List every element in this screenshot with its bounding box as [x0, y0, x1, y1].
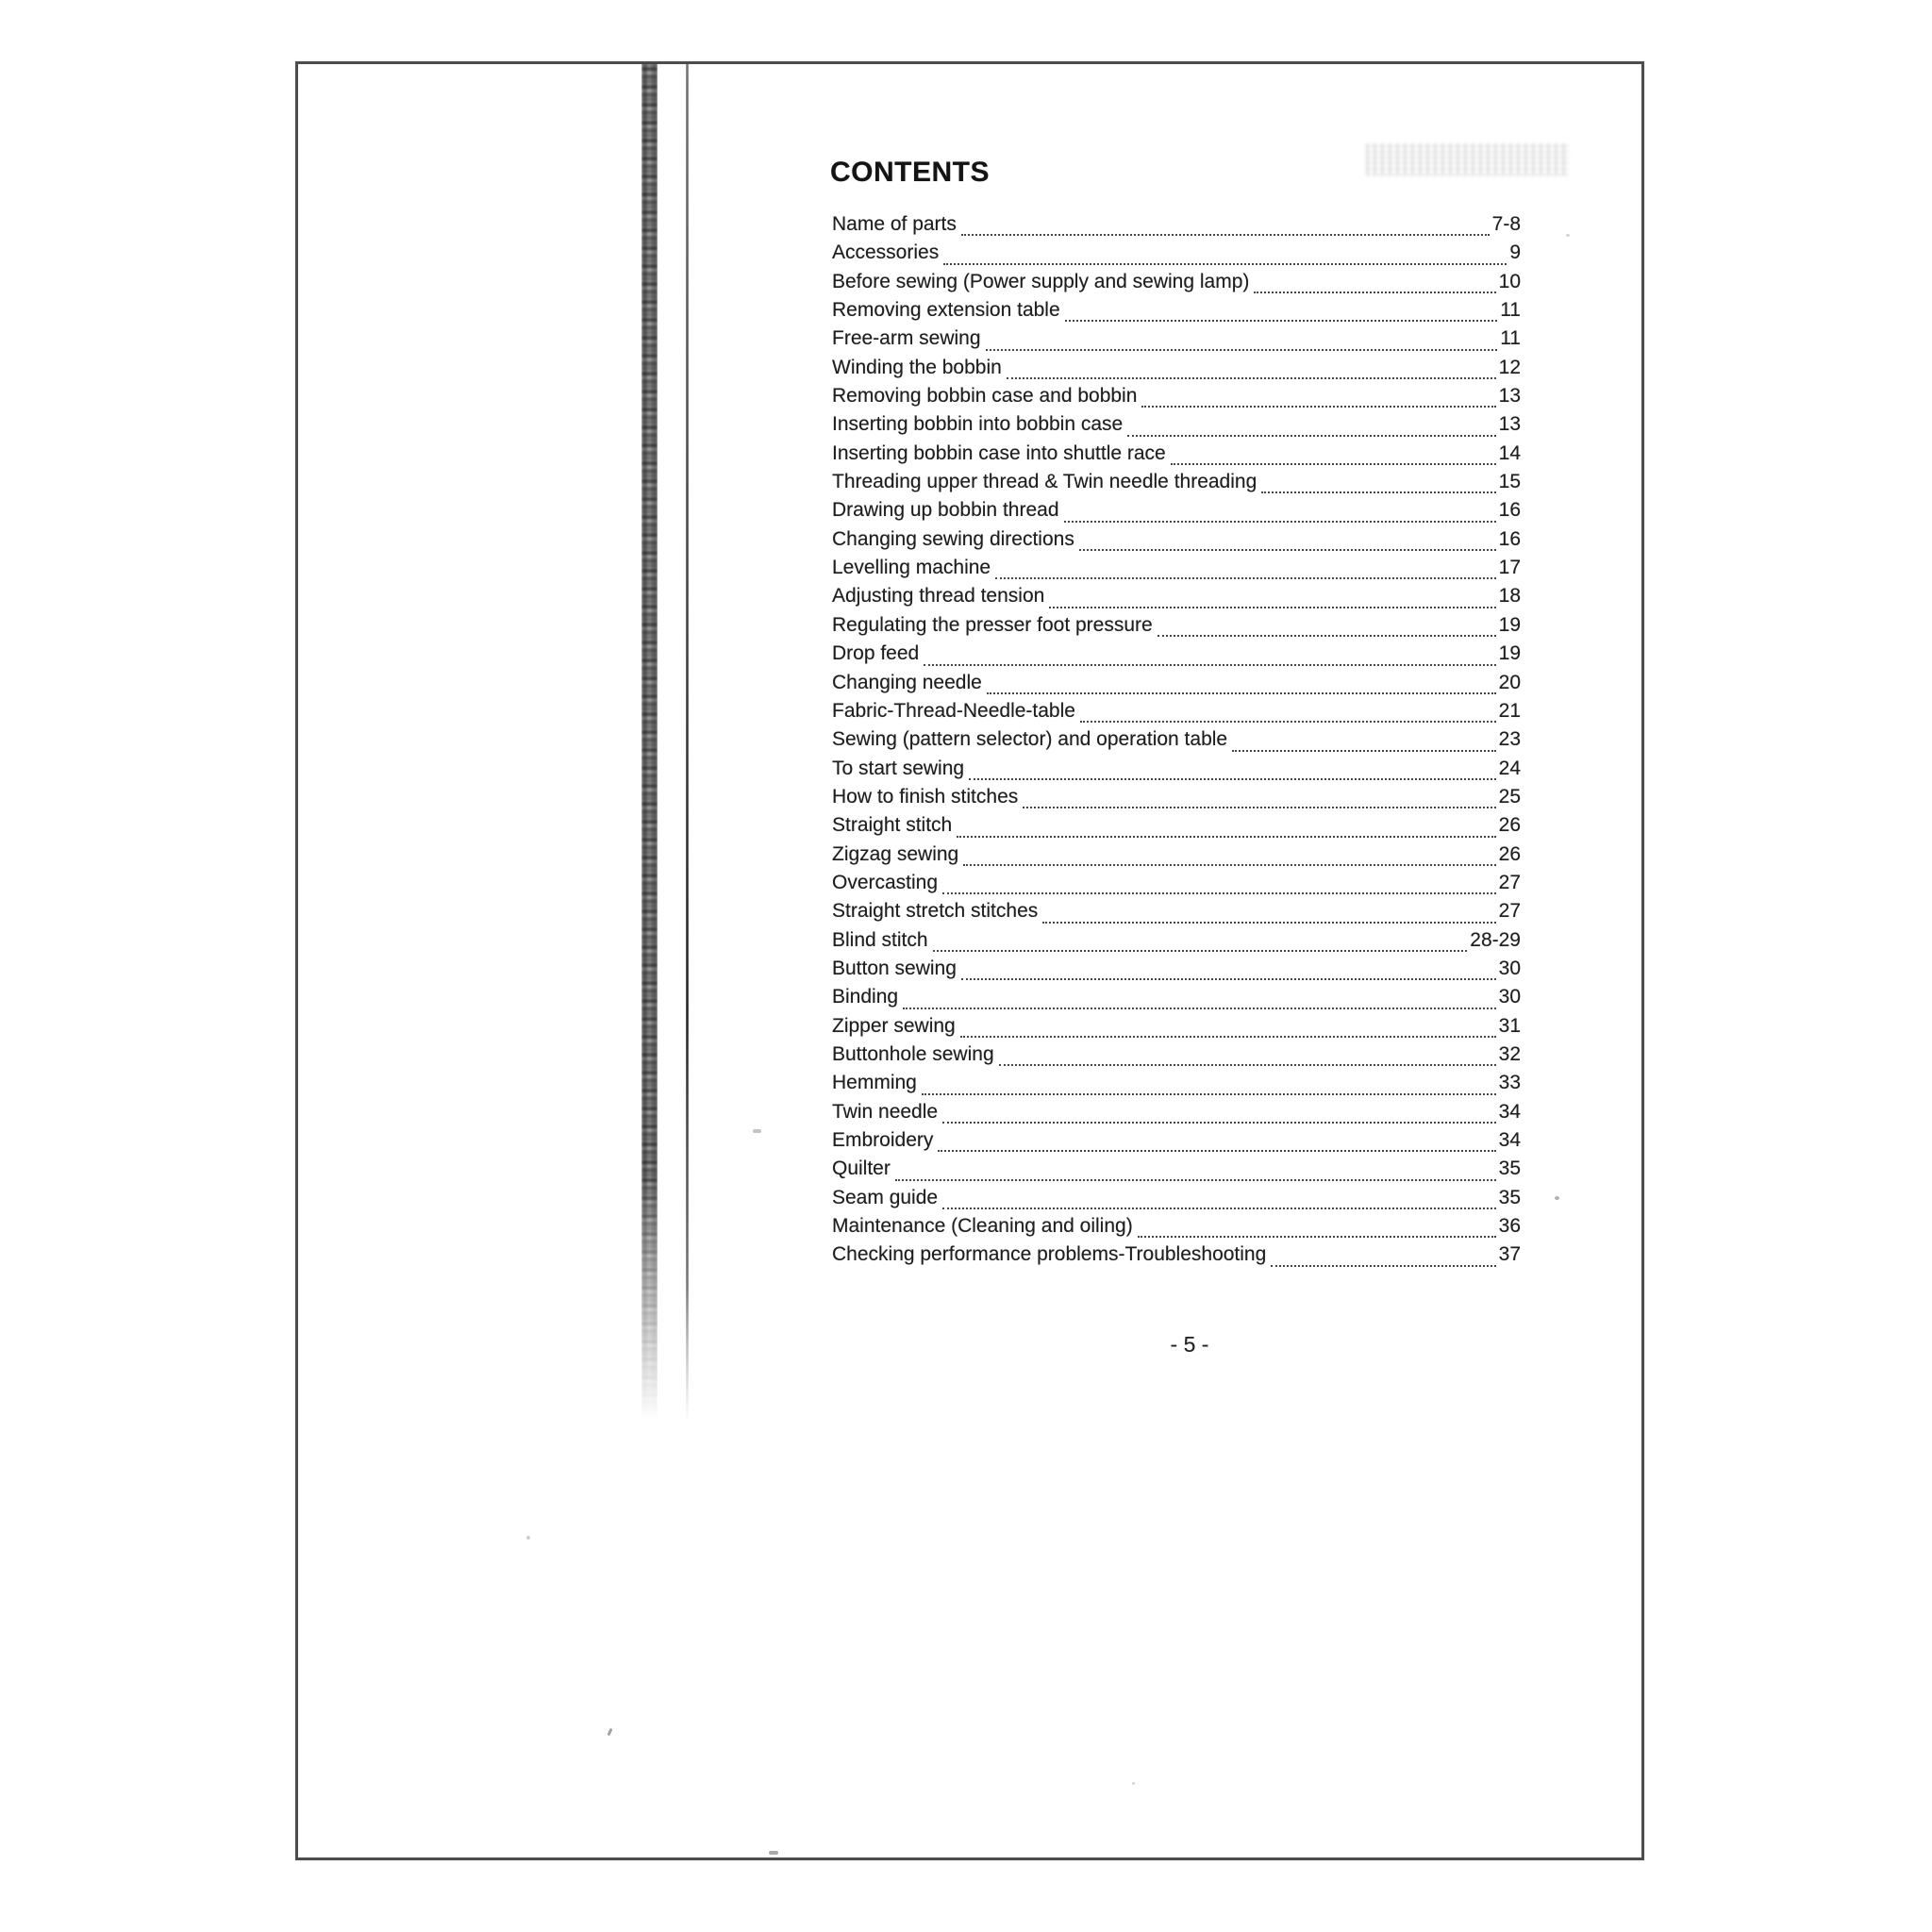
toc-entry-label: Drawing up bobbin thread [832, 499, 1059, 522]
toc-entry-page: 25 [1498, 785, 1521, 808]
toc-entry-label: Twin needle [832, 1100, 939, 1123]
toc-dot-leader [942, 1101, 1496, 1124]
toc-entry-page: 24 [1498, 757, 1521, 779]
toc-dot-leader [961, 958, 1496, 980]
toc-entry [832, 1243, 1521, 1272]
toc-dot-leader [957, 814, 1495, 837]
toc-entry [832, 929, 1521, 958]
toc-entry-page: 14 [1498, 441, 1521, 464]
toc-entry-page: 15 [1498, 471, 1521, 493]
toc-entry-label: Fabric-Thread-Needle-table [832, 699, 1075, 722]
toc-entry-page: 31 [1498, 1014, 1521, 1037]
toc-entry-page: 32 [1498, 1042, 1521, 1065]
toc-entry-label: Checking performance problems-Troubleshooting [832, 1243, 1267, 1266]
toc-entry [832, 1072, 1521, 1100]
scan-speck [753, 1129, 761, 1133]
toc-entry [832, 758, 1521, 786]
toc-entry [832, 728, 1521, 757]
toc-entry-page: 16 [1498, 499, 1521, 522]
toc-entry-label: Changing sewing directions [832, 527, 1074, 550]
toc-dot-leader [1141, 385, 1495, 408]
toc-entry [832, 385, 1521, 413]
toc-entry-label: Changing needle [832, 671, 982, 693]
toc-entry [832, 700, 1521, 728]
scan-speck [1566, 234, 1570, 237]
toc-entry-page: 27 [1498, 871, 1521, 893]
bleed-through-ghost-text [1366, 143, 1569, 175]
scan-gutter-smudge-artifact [641, 63, 658, 1420]
toc-entry [832, 471, 1521, 499]
toc-dot-leader [1254, 271, 1495, 293]
toc-entry-page: 37 [1498, 1243, 1521, 1266]
toc-dot-leader [1049, 585, 1495, 608]
toc-entry [832, 557, 1521, 585]
toc-entry-label: Drop feed [832, 642, 920, 665]
toc-entry-page: 10 [1498, 270, 1521, 292]
toc-entry-label: Threading upper thread & Twin needle threading [832, 471, 1257, 493]
toc-entry-label: Straight stitch [832, 814, 953, 837]
toc-entry [832, 299, 1521, 327]
toc-entry-label: Hemming [832, 1072, 917, 1094]
toc-entry-label: Zigzag sewing [832, 842, 959, 865]
scan-fold-line-artifact [686, 63, 689, 1424]
toc-entry-page: 34 [1498, 1100, 1521, 1123]
toc-entry-page: 35 [1498, 1186, 1521, 1208]
toc-entry-label: Maintenance (Cleaning and oiling) [832, 1215, 1133, 1238]
toc-entry [832, 413, 1521, 441]
toc-entry-page: 28-29 [1470, 928, 1521, 951]
toc-entry [832, 528, 1521, 557]
toc-entry-label: Levelling machine [832, 557, 991, 579]
toc-dot-leader [987, 672, 1496, 694]
toc-entry-page: 21 [1498, 699, 1521, 722]
toc-entry-label: Removing extension table [832, 299, 1060, 322]
toc-dot-leader [924, 642, 1495, 665]
scan-speck [526, 1536, 530, 1540]
toc-dot-leader [995, 557, 1496, 579]
toc-entry-label: Quilter [832, 1158, 891, 1180]
toc-list [832, 213, 1521, 1273]
toc-entry-label: Regulating the presser foot pressure [832, 613, 1153, 636]
toc-entry-label: Straight stretch stitches [832, 900, 1039, 923]
toc-entry-label: Seam guide [832, 1186, 939, 1208]
scan-speck [1132, 1782, 1135, 1785]
toc-entry-page: 23 [1498, 728, 1521, 751]
toc-entry [832, 1215, 1521, 1243]
toc-entry-label: Buttonhole sewing [832, 1042, 994, 1065]
toc-entry [832, 986, 1521, 1014]
toc-dot-leader [1138, 1215, 1496, 1238]
toc-dot-leader [943, 242, 1507, 264]
toc-entry-page: 33 [1498, 1072, 1521, 1094]
footer-page-number: - 5 - [1170, 1332, 1209, 1357]
toc-dot-leader [1261, 471, 1495, 493]
toc-entry-page: 19 [1498, 613, 1521, 636]
scan-speck [769, 1851, 778, 1855]
toc-entry-label: Accessories [832, 242, 940, 264]
toc-entry [832, 1158, 1521, 1186]
toc-entry-page: 17 [1498, 557, 1521, 579]
toc-entry-label: To start sewing [832, 757, 965, 779]
toc-entry-page: 18 [1498, 585, 1521, 608]
toc-dot-leader [969, 758, 1496, 780]
toc-dot-leader [1042, 900, 1495, 923]
toc-dot-leader [1064, 499, 1496, 522]
page-title: CONTENTS [830, 157, 990, 189]
toc-dot-leader [1080, 700, 1496, 723]
toc-entry [832, 1101, 1521, 1129]
toc-dot-leader [1127, 413, 1495, 436]
toc-entry [832, 442, 1521, 471]
toc-entry-label: Name of parts [832, 213, 957, 235]
toc-dot-leader [1158, 614, 1496, 637]
toc-entry-label: Inserting bobbin into bobbin case [832, 413, 1124, 436]
toc-entry-page: 26 [1498, 842, 1521, 865]
toc-entry [832, 872, 1521, 900]
toc-entry-page: 30 [1498, 986, 1521, 1008]
toc-entry [832, 213, 1521, 242]
toc-dot-leader [1007, 357, 1496, 379]
toc-dot-leader [933, 929, 1468, 952]
toc-entry [832, 1187, 1521, 1215]
toc-entry-label: Binding [832, 986, 899, 1008]
toc-entry-page: 27 [1498, 900, 1521, 923]
toc-entry [832, 900, 1521, 928]
toc-entry-label: Embroidery [832, 1129, 934, 1151]
toc-entry-page: 26 [1498, 814, 1521, 837]
toc-entry-page: 30 [1498, 957, 1521, 979]
toc-entry [832, 814, 1521, 842]
toc-entry [832, 327, 1521, 356]
toc-dot-leader [942, 872, 1496, 894]
toc-dot-leader [1079, 528, 1496, 551]
toc-dot-leader [960, 1015, 1496, 1038]
toc-entry [832, 357, 1521, 385]
toc-entry-page: 35 [1498, 1158, 1521, 1180]
toc-entry [832, 843, 1521, 872]
toc-dot-leader [986, 327, 1498, 350]
toc-entry [832, 672, 1521, 700]
toc-entry-label: Free-arm sewing [832, 327, 981, 350]
toc-entry [832, 1129, 1521, 1158]
toc-dot-leader [1065, 299, 1498, 322]
toc-entry [832, 499, 1521, 527]
toc-entry [832, 242, 1521, 270]
toc-dot-leader [1023, 786, 1495, 808]
toc-dot-leader [922, 1072, 1496, 1094]
toc-dot-leader [999, 1043, 1496, 1066]
toc-entry-page: 13 [1498, 413, 1521, 436]
toc-dot-leader [963, 843, 1495, 866]
toc-entry-label: Sewing (pattern selector) and operation table [832, 728, 1228, 751]
toc-entry-page: 13 [1498, 385, 1521, 408]
toc-entry-label: Winding the bobbin [832, 356, 1002, 378]
toc-entry-page: 34 [1498, 1129, 1521, 1151]
toc-dot-leader [903, 986, 1496, 1008]
toc-entry [832, 271, 1521, 299]
toc-dot-leader [961, 213, 1490, 236]
toc-dot-leader [1271, 1243, 1495, 1266]
scan-speck [1555, 1196, 1559, 1200]
toc-entry-label: How to finish stitches [832, 785, 1019, 808]
toc-entry-page: 7-8 [1491, 213, 1521, 235]
toc-entry-label: Adjusting thread tension [832, 585, 1045, 608]
toc-entry-page: 11 [1500, 299, 1521, 322]
toc-entry-page: 19 [1498, 642, 1521, 665]
toc-dot-leader [1232, 728, 1496, 751]
toc-entry-label: Overcasting [832, 871, 939, 893]
toc-entry [832, 958, 1521, 986]
toc-entry [832, 614, 1521, 642]
toc-entry-label: Blind stitch [832, 928, 928, 951]
toc-entry-page: 16 [1498, 527, 1521, 550]
toc-entry-page: 20 [1498, 671, 1521, 693]
toc-entry-page: 12 [1498, 356, 1521, 378]
toc-entry-label: Zipper sewing [832, 1014, 956, 1037]
toc-entry-page: 36 [1498, 1215, 1521, 1238]
toc-entry-label: Button sewing [832, 957, 957, 979]
toc-entry-label: Removing bobbin case and bobbin [832, 385, 1138, 408]
toc-entry-page: 11 [1500, 327, 1521, 350]
toc-entry-page: 9 [1509, 242, 1521, 264]
toc-dot-leader [942, 1187, 1496, 1209]
toc-entry [832, 1015, 1521, 1043]
toc-dot-leader [895, 1158, 1496, 1180]
toc-entry-label: Before sewing (Power supply and sewing lamp) [832, 270, 1250, 292]
toc-entry [832, 1043, 1521, 1072]
toc-entry [832, 642, 1521, 671]
toc-entry [832, 786, 1521, 814]
toc-dot-leader [938, 1129, 1495, 1152]
toc-entry-label: Inserting bobbin case into shuttle race [832, 441, 1166, 464]
toc-entry [832, 585, 1521, 613]
toc-dot-leader [1171, 442, 1496, 465]
